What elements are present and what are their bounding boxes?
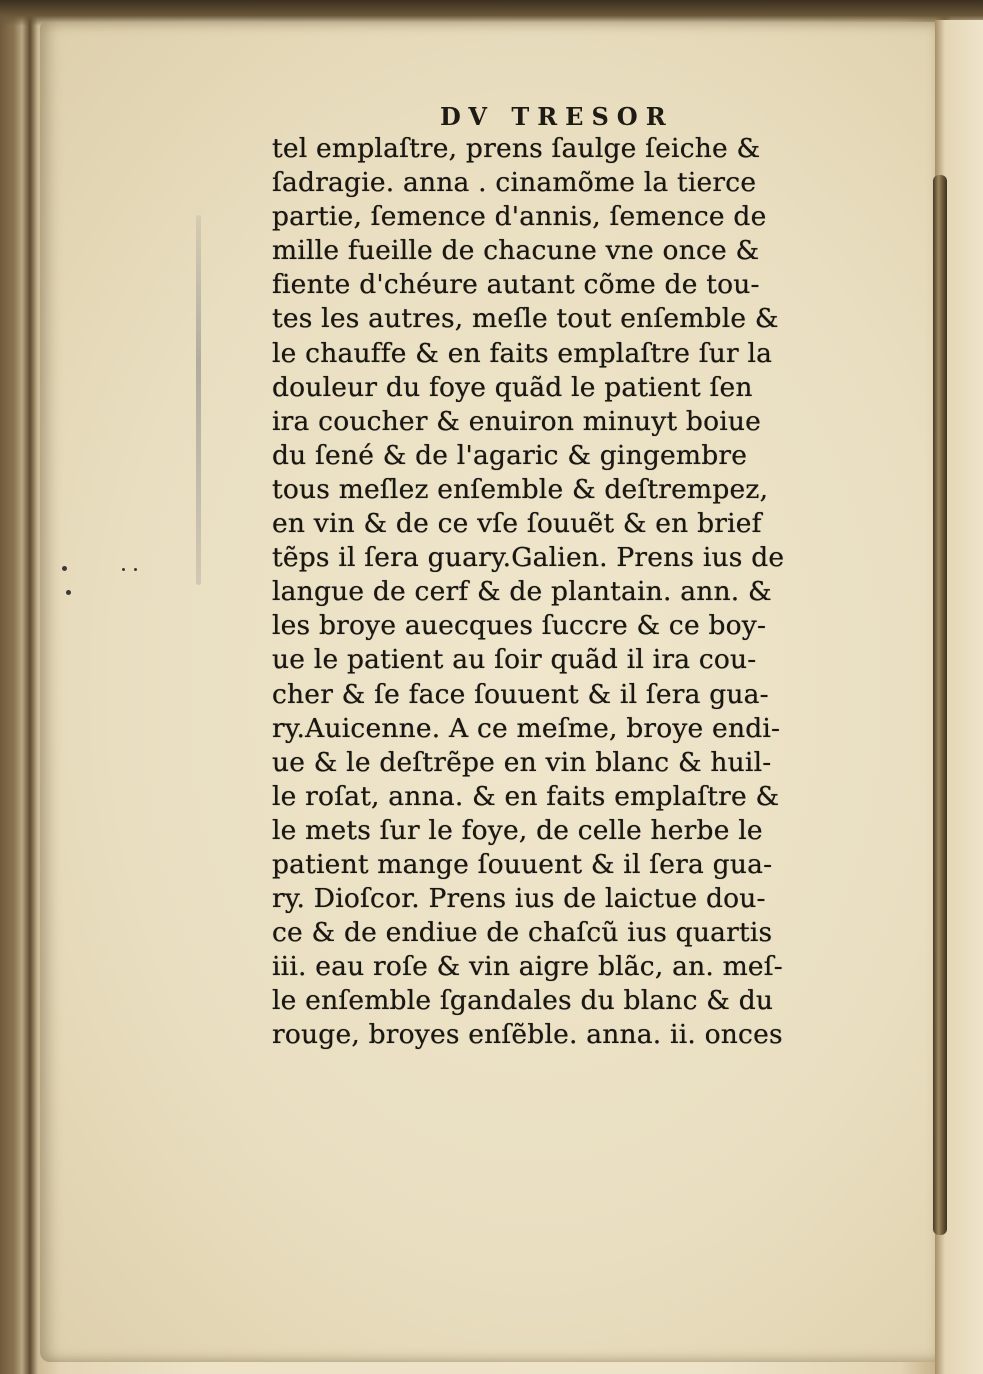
text-line: le enſemble ſgandales du blanc & du [272, 985, 774, 1017]
text-line: ue & le deſtrẽpe en vin blanc & huil- [272, 746, 772, 778]
text-line: rouge, broyes enſẽble. anna. ii. onces [272, 1019, 783, 1051]
binding-stitch [933, 175, 947, 1235]
text-line: ſadragie. anna . cinamõme la tierce [272, 167, 757, 199]
margin-pencil-mark [196, 215, 201, 585]
margin-dot [122, 568, 125, 571]
text-line: langue de cerf & de plantain. ann. & [272, 576, 772, 608]
text-line: ry.Auicenne. A ce meſme, broye endi- [272, 712, 781, 744]
margin-dot [66, 590, 71, 595]
text-line: le mets ſur le foye, de celle herbe le [272, 814, 763, 846]
text-line: ce & de endiue de chaſcũ ius quartis [272, 917, 773, 949]
text-line: le roſat, anna. & en faits emplaſtre & [272, 780, 780, 812]
text-line: en vin & de ce vſe ſouuẽt & en brief [272, 508, 762, 540]
text-line: douleur du foye quãd le patient ſen [272, 371, 753, 403]
text-line: ira coucher & enuiron minuyt boiue [272, 405, 762, 437]
text-line: ry. Dioſcor. Prens ius de laictue dou- [272, 883, 766, 915]
text-line: partie, ſemence d'annis, ſemence de [272, 201, 767, 233]
text-line: le chauffe & en faits emplaſtre ſur la [272, 337, 773, 369]
margin-dot [134, 568, 137, 571]
text-line: iii. eau roſe & vin aigre blãc, an. meſ- [272, 951, 783, 983]
text-line: patient mange ſouuent & il ſera gua- [272, 848, 773, 880]
running-head: DV TRESOR [440, 102, 674, 131]
text-line: tẽps il ſera guary.Galien. Prens ius de [272, 542, 785, 574]
text-line: ue le patient au ſoir quãd il ira cou- [272, 644, 757, 676]
text-block [272, 132, 852, 1053]
text-line: les broye auecques ſuccre & ce boy- [272, 610, 767, 642]
text-line: mille fueille de chacune vne once & [272, 235, 760, 267]
text-line: tous meſlez enſemble & deſtrempez, [272, 473, 769, 505]
margin-dot [62, 566, 67, 571]
text-line: fiente d'chéure autant cõme de tou- [272, 269, 760, 301]
text-line: cher & ſe face ſouuent & il ſera gua- [272, 678, 769, 710]
text-line: du ſené & de l'agaric & gingembre [272, 439, 748, 471]
text-line: tel emplaſtre, prens ſaulge ſeiche & [272, 133, 761, 164]
text-line: tes les autres, meſle tout enſemble & [272, 303, 779, 335]
